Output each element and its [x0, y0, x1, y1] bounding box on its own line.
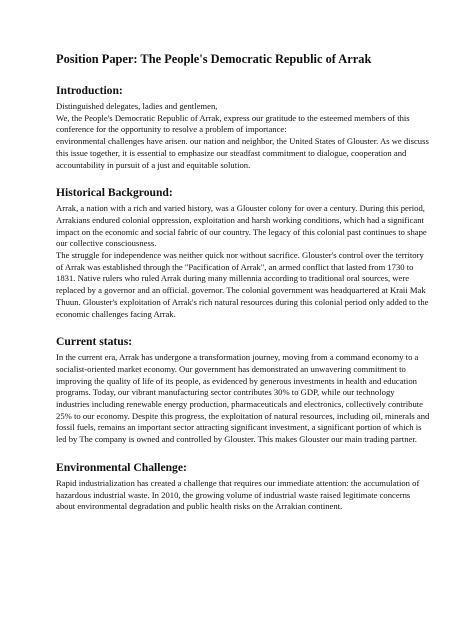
section-current-status — [56, 335, 430, 446]
section-environmental-challenge — [56, 461, 430, 513]
section-heading-introduction: Introduction: — [56, 84, 123, 97]
section-introduction — [56, 84, 430, 171]
paragraph: Distinguished delegates, ladies and gentlemen, — [56, 101, 218, 111]
section-heading-current-status: Current status: — [56, 335, 133, 349]
paragraph: Rapid industrialization has created a challenge that requires our immediate attention: the accumulation of hazardous industrial waste. In 2010, the growing volume of industrial waste raised legitimate concerns about environmental degradation and public health risks on the Arrakian continent. — [56, 477, 420, 512]
paragraph: environmental challenges have arisen. our nation and neighbor, the United States of Glouster. As we discuss this issue together, it is essential to emphasize our steadfast commitment to dialogue, cooperation and accountability in pursuit of a just and equitable solution. — [56, 136, 429, 170]
document-title: Position Paper: The People's Democratic Republic of Arrak — [56, 52, 372, 66]
paragraph: Arrak, a nation with a rich and varied history, was a Glouster colony for over a century. During this period, Arrakians endured colonial oppression, exploitation and harsh working conditions, which had a significant impact on the economic and social fabric of our country. The legacy of this colonial past continues to shape our collective consciousness. — [56, 203, 427, 249]
paragraph: In the current era, Arrak has undergone a transformation journey, moving from a command economy to a socialist-oriented market economy. Our government has demonstrated an unwavering commitment to improving the quality of life of its people, as evidenced by generous investments in health and education programs. Today, our vibrant manufacturing sector contributes 30% to GDP, while our technology industries including renewable energy production, pharmaceuticals and electronics, collectively contribute 25% to our economy. Despite this progress, the exploitation of natural resources, including oil, minerals and fossil fuels, remains an important sector attracting significant investment, a significant portion of which is led by The company is owned and controlled by Glouster. This makes Glouster our main trading partner. — [56, 352, 430, 445]
section-heading-historical-background: Historical Background: — [56, 186, 173, 200]
section-heading-environmental-challenge: Environmental Challenge: — [56, 460, 187, 474]
paragraph: We, the People's Democratic Republic of Arrak, express our gratitude to the esteemed members of this conference for the opportunity to resolve a problem of importance: — [56, 112, 410, 135]
paragraph: The struggle for independence was neither quick nor without sacrifice. Glouster's control over the territory of Arrak was established through the "Pacification of Arrak", an armed conflict that lasted from 1730 to 1831. Native rulers who ruled Arrak during many millennia according to traditional oral sources, were replaced by a governor and an official. governor. The colonial government was headquartered at Kraii Mak Thuun. Glouster's exploitation of Arrak's rich natural resources during this colonial period only added to the economic challenges facing Arrak. — [56, 250, 429, 319]
section-historical-background — [56, 186, 430, 320]
